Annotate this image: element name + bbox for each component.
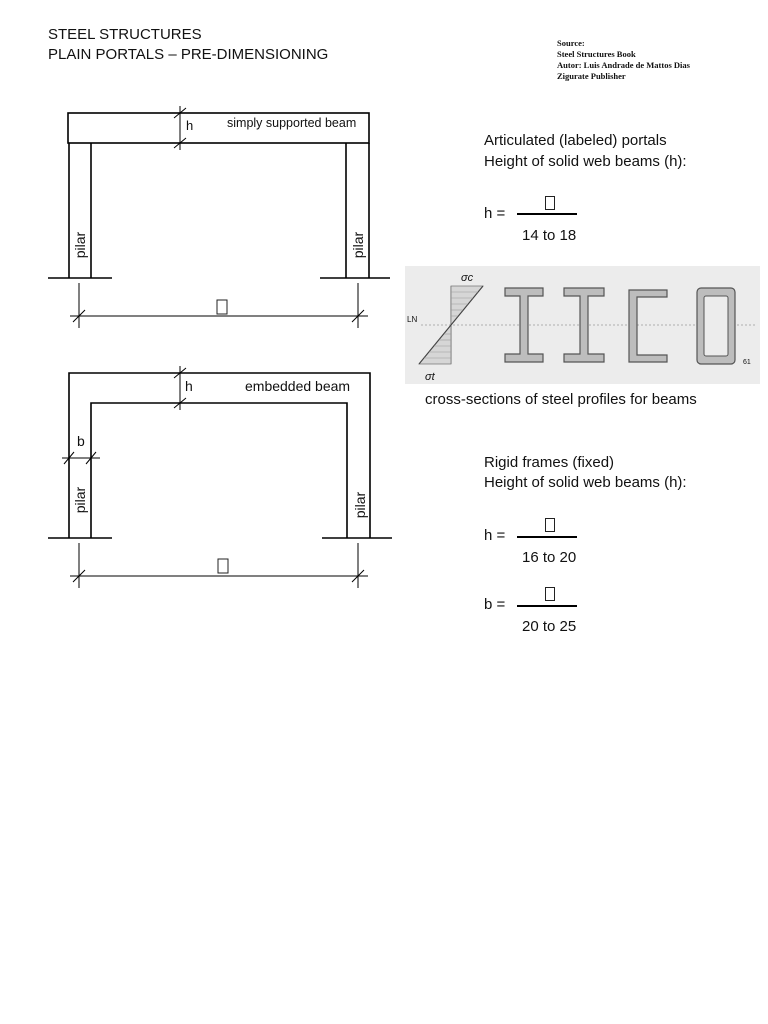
frame2-h-label: h (185, 378, 193, 394)
span-symbol (217, 300, 227, 314)
rigid-b-span-symbol (545, 587, 555, 601)
rigid-heading-line2: Height of solid web beams (h): (484, 474, 687, 491)
neutral-line-label: LN (407, 315, 418, 324)
span-symbol (218, 559, 228, 573)
rigid-h-denominator: 16 to 20 (522, 549, 577, 566)
embedded-beam-portal-diagram (40, 360, 400, 600)
frame1-pillar-right-label: pilar (350, 231, 366, 259)
rigid-b-prefix: b = (484, 596, 506, 613)
simply-supported-portal-diagram (40, 100, 400, 340)
simply-supported-beam-label: simply supported beam (227, 116, 357, 130)
rigid-b-fraction-line (517, 605, 577, 607)
steel-profiles-figure (405, 266, 760, 384)
frame1-pillar-left-label: pilar (72, 231, 88, 259)
source-block (557, 38, 690, 82)
source-publisher: Zigurate Publisher (557, 71, 626, 81)
frame1-h-label: h (186, 118, 194, 133)
profiles-caption: cross-sections of steel profiles for beams (425, 391, 697, 408)
articulated-fraction-line (517, 213, 577, 215)
source-book: Steel Structures Book (557, 49, 636, 59)
page-number: 61 (743, 359, 751, 366)
frame2-b-label: b (77, 433, 85, 449)
embedded-beam-label: embedded beam (245, 378, 351, 394)
rigid-b-denominator: 20 to 25 (522, 618, 577, 635)
articulated-h-prefix: h = (484, 205, 506, 222)
rigid-h-prefix: h = (484, 527, 506, 544)
rigid-h-span-symbol (545, 518, 555, 532)
frame2-pillar-right-label: pilar (352, 491, 368, 519)
articulated-heading-line1: Articulated (labeled) portals (484, 132, 667, 149)
inner-frame-outline (91, 403, 347, 538)
articulated-heading-line2: Height of solid web beams (h): (484, 153, 687, 170)
page-title-line1: STEEL STRUCTURES (48, 26, 202, 43)
sigma-t-label: σt (425, 371, 435, 383)
rigid-h-fraction-line (517, 536, 577, 538)
frame2-pillar-left-label: pilar (72, 486, 88, 514)
articulated-h-denominator: 14 to 18 (522, 227, 577, 244)
outer-frame-outline (69, 373, 370, 538)
rigid-heading-line1: Rigid frames (fixed) (484, 454, 615, 471)
sigma-c-label: σc (461, 272, 474, 284)
source-label: Source: (557, 38, 585, 48)
source-author: Autor: Luis Andrade de Mattos Dias (557, 60, 690, 70)
page-title-line2: PLAIN PORTALS – PRE-DIMENSIONING (48, 46, 329, 63)
articulated-span-symbol (545, 196, 555, 210)
